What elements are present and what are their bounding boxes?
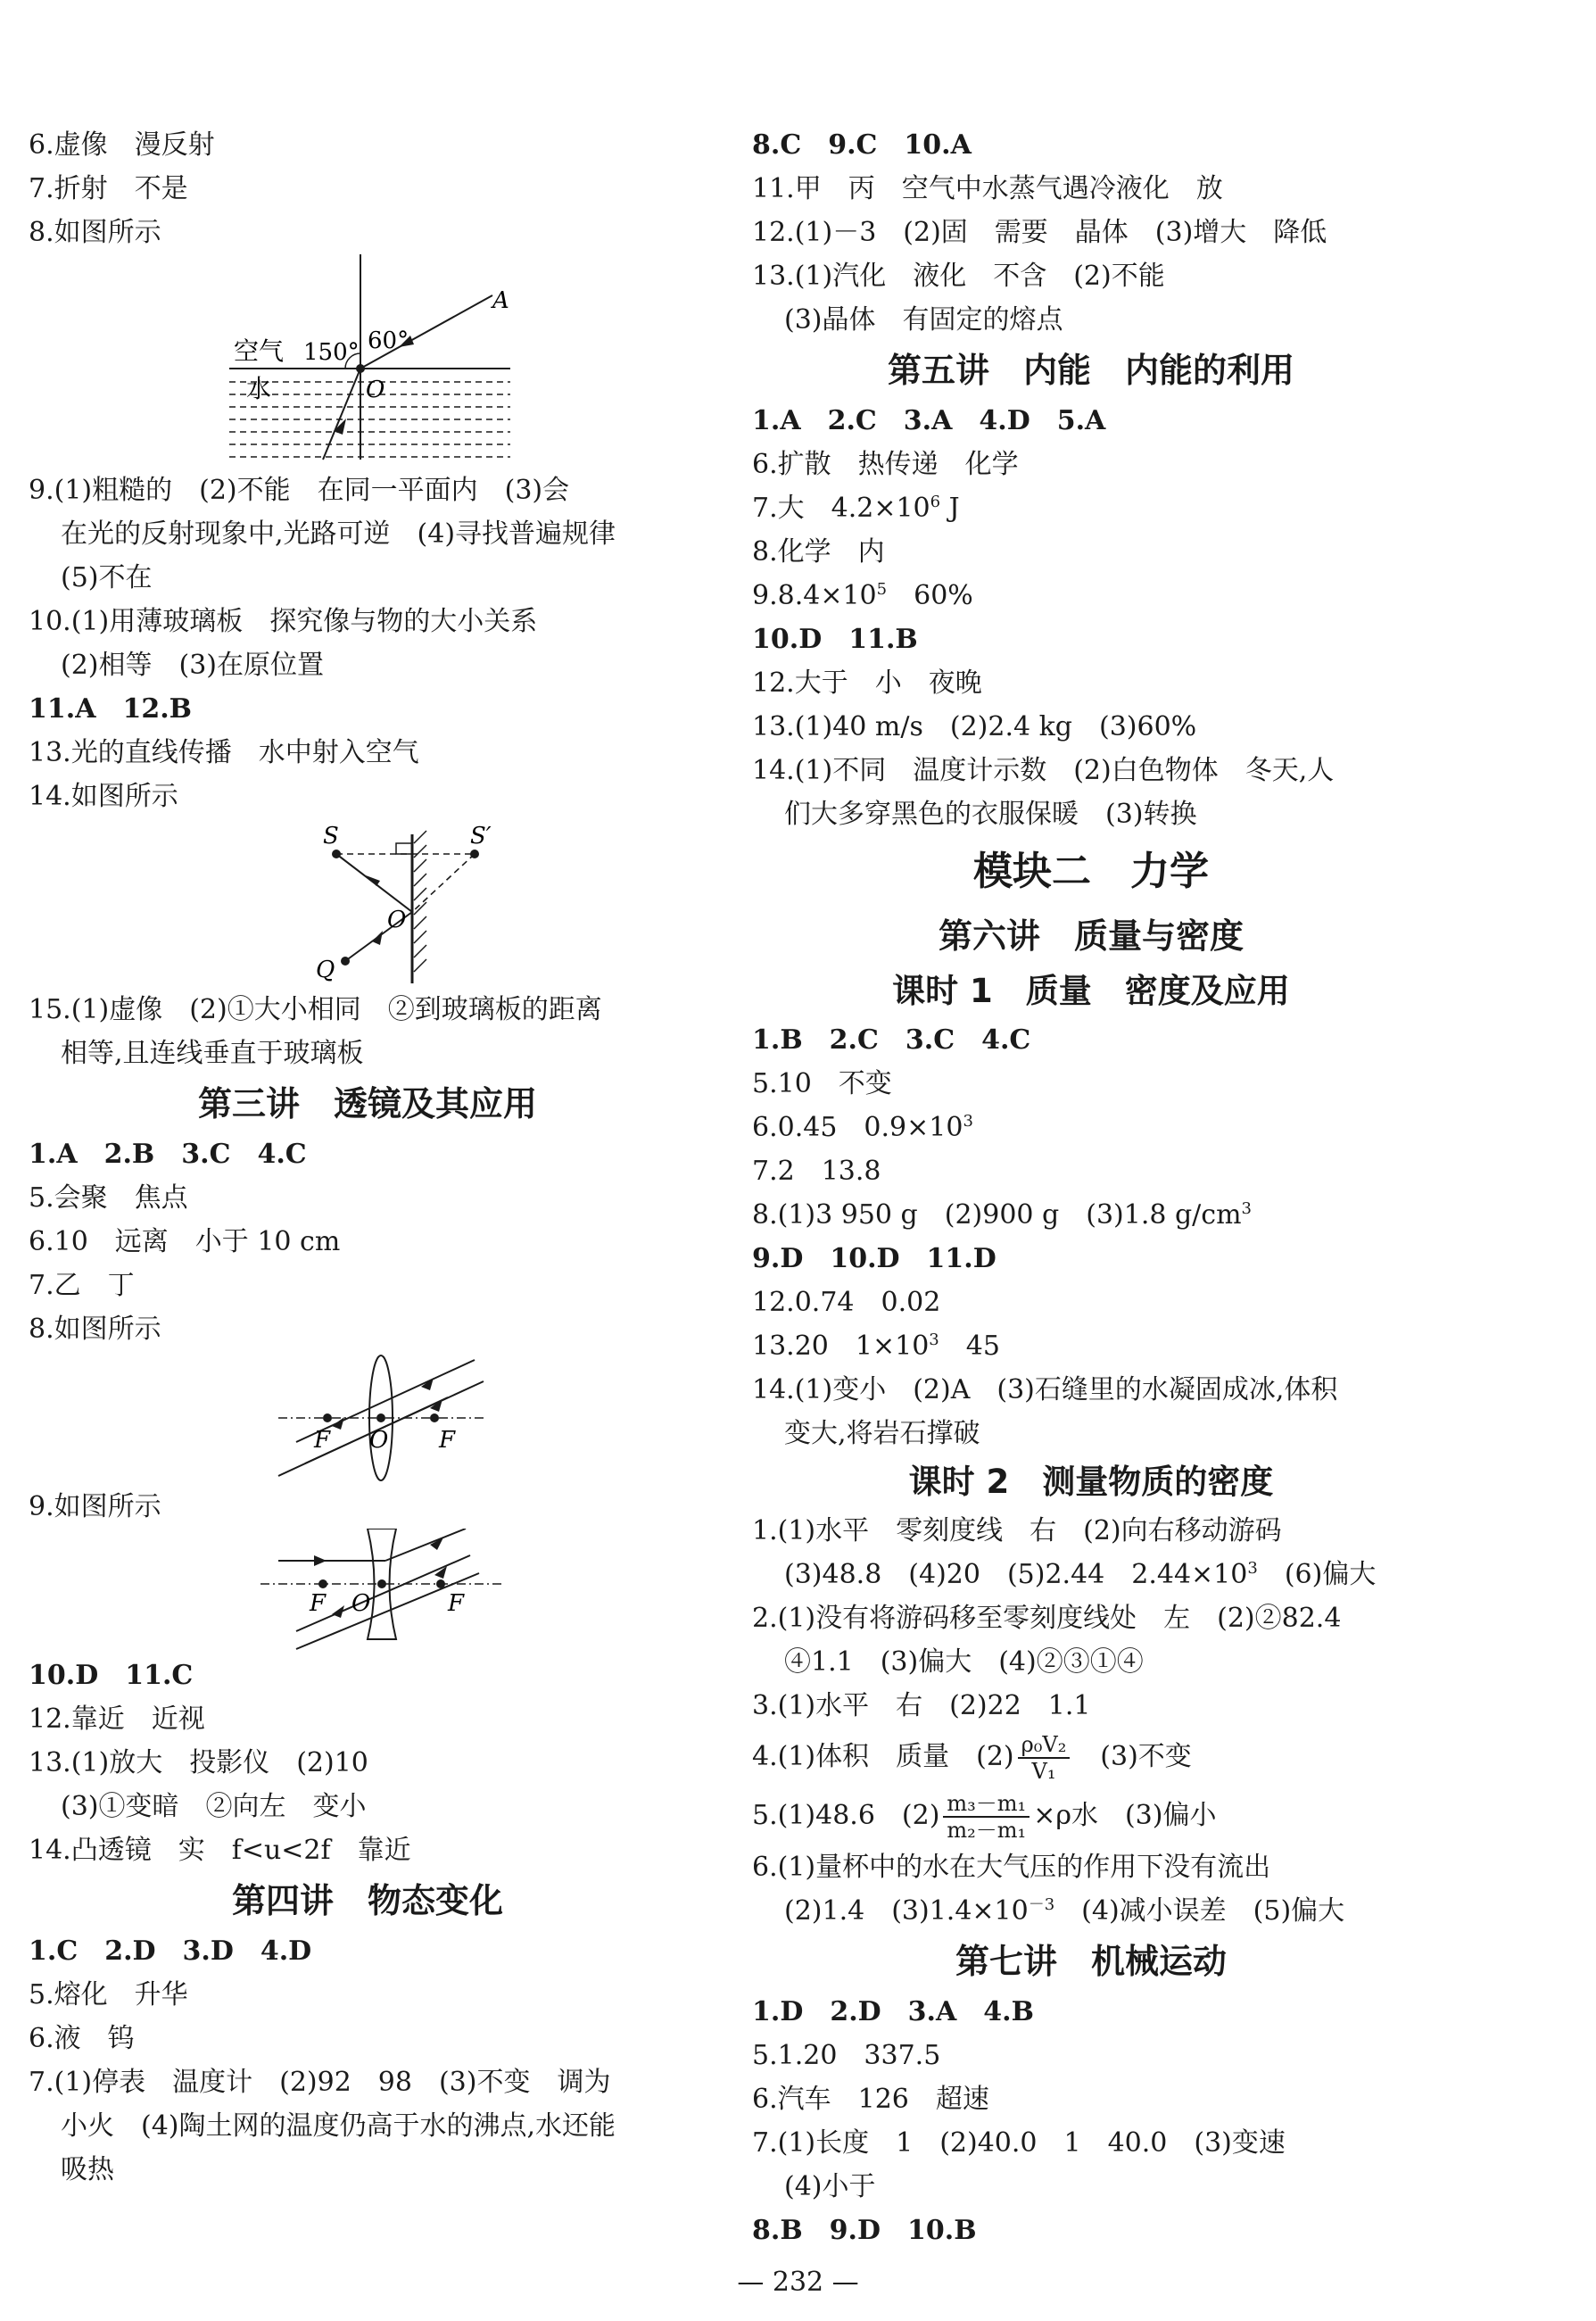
answer-line: 13.(1)放大 投影仪 (2)10 bbox=[29, 1747, 368, 1778]
section-heading: 第四讲 物态变化 bbox=[231, 1881, 503, 1920]
answer-line: 7.(1)停表 温度计 (2)92 98 (3)不变 调为 bbox=[29, 2067, 611, 2098]
answer-line: 小火 (4)陶土网的温度仍高于水的沸点,水还能 bbox=[61, 2110, 616, 2142]
answer-line: 13.(1)汽化 液化 不含 (2)不能 bbox=[752, 261, 1165, 292]
answer-line: 12.靠近 近视 bbox=[29, 1703, 205, 1735]
answer-line: 7.(1)长度 1 (2)40.0 1 40.0 (3)变速 bbox=[752, 2127, 1286, 2159]
point-label: F bbox=[314, 1427, 331, 1454]
answer-line: (2)1.4 $(3)1.4\times 10^{-3}$ (4)减小误差 (5)偏大 bbox=[784, 1895, 1345, 1927]
answer-line: 11.A 12.B bbox=[29, 693, 193, 725]
answer-line: 1.A 2.B 3.C 4.C bbox=[29, 1139, 307, 1170]
answer-line: 6.虚像 漫反射 bbox=[29, 129, 215, 161]
answer-line: 8.B 9.D 10.B bbox=[752, 2215, 977, 2246]
answer-line: 们大多穿黑色的衣服保暖 (3)转换 bbox=[784, 799, 1197, 830]
air-label: 空气 bbox=[234, 336, 285, 366]
answer-line: 5.会聚 焦点 bbox=[29, 1182, 188, 1214]
answer-line: 12.(1)－3 (2)固 需要 晶体 (3)增大 降低 bbox=[752, 217, 1327, 248]
answer-line: 7.折射 不是 bbox=[29, 173, 188, 204]
answer-line: 1.C 2.D 3.D 4.D bbox=[29, 1936, 312, 1967]
answer-line: 1.D 2.D 3.A 4.B bbox=[752, 1996, 1034, 2027]
answer-line: (4)小于 bbox=[784, 2171, 876, 2202]
answer-line: 7.乙 丁 bbox=[29, 1270, 135, 1301]
point-label: F bbox=[448, 1590, 465, 1617]
point-label: O bbox=[351, 1590, 371, 1617]
answer-line: 9.如图所示 bbox=[29, 1491, 161, 1522]
answer-line: 5.10 不变 bbox=[752, 1068, 892, 1099]
answer-line: 5.1.20 337.5 bbox=[752, 2040, 941, 2071]
answer-line: (5)不在 bbox=[61, 562, 153, 593]
answer-line: 6.扩散 热传递 化学 bbox=[752, 449, 1019, 480]
answer-line: 14.凸透镜 实 f<u<2f 靠近 bbox=[29, 1835, 411, 1866]
answer-line: 5.熔化 升华 bbox=[29, 1979, 188, 2010]
lesson-heading: 课时 1 质量 密度及应用 bbox=[892, 972, 1290, 1010]
answer-line: $9.8.4\times 10^5$ 60% bbox=[752, 580, 973, 611]
answer-line: 8.化学 内 bbox=[752, 536, 885, 568]
answer-line: 在光的反射现象中,光路可逆 (4)寻找普遍规律 bbox=[61, 518, 616, 550]
answer-line: 8.(1)3 950 g (2)900 g (3)1.8 $g/cm^3$ bbox=[752, 1199, 1252, 1231]
answer-line: 1.A 2.C 3.A 4.D 5.A bbox=[752, 405, 1106, 436]
answer-line: 14.(1)变小 (2)A (3)石缝里的水凝固成冰,体积 bbox=[752, 1374, 1338, 1405]
answer-line: 1.(1)水平 零刻度线 右 (2)向右移动游码 bbox=[752, 1515, 1282, 1546]
answer-line: 6.汽车 126 超速 bbox=[752, 2084, 989, 2115]
answer-line: (3)48.8 (4)20 (5)2.44 $2.44\times 10^3$ (6)偏大 bbox=[784, 1559, 1377, 1590]
refraction-diagram bbox=[29, 254, 707, 468]
answer-line: 8.如图所示 bbox=[29, 217, 161, 248]
answer-line: 5.(1)48.6 (2) $\frac{\text{m₃－m₁}}{\text{m₂－m₁}}$ ×ρ水 (3)偏小 bbox=[752, 1791, 1217, 1843]
answer-line: (3)晶体 有固定的熔点 bbox=[784, 304, 1063, 336]
answer-line: 9.(1)粗糙的 (2)不能 在同一平面内 (3)会 bbox=[29, 475, 570, 506]
water-label: 水 bbox=[246, 374, 272, 403]
right-column bbox=[752, 123, 1430, 2252]
answer-line: 6.液 钨 bbox=[29, 2023, 135, 2054]
answer-line: 13.(1)40 m/s (2)2.4 kg (3)60% bbox=[752, 711, 1197, 742]
answer-line: 12.0.74 0.02 bbox=[752, 1287, 941, 1318]
point-label: F bbox=[310, 1590, 327, 1617]
point-label: A bbox=[492, 287, 509, 314]
answer-line: 6.(1)量杯中的水在大气压的作用下没有流出 bbox=[752, 1852, 1271, 1883]
point-label: O bbox=[387, 907, 407, 933]
fraction: $\frac{\text{ρ₀V₂}}{\text{V₁}}$ bbox=[1018, 1732, 1071, 1784]
answer-line: 10.D 11.B bbox=[752, 624, 918, 655]
point-label: Q bbox=[316, 957, 335, 983]
answer-line: 1.B 2.C 3.C 4.C bbox=[752, 1024, 1031, 1056]
answer-line: 变大,将岩石撑破 bbox=[784, 1418, 980, 1449]
section-heading: 第六讲 质量与密度 bbox=[938, 916, 1244, 956]
answer-line: 吸热 bbox=[61, 2154, 114, 2185]
answer-line: 15.(1)虚像 (2)①大小相同 ②到玻璃板的距离 bbox=[29, 994, 602, 1025]
point-label: O bbox=[366, 377, 385, 403]
section-heading: 第五讲 内能 内能的利用 bbox=[887, 351, 1294, 390]
mirror-diagram bbox=[29, 818, 707, 988]
answer-line: 7.2 13.8 bbox=[752, 1156, 881, 1187]
section-heading: 第七讲 机械运动 bbox=[955, 1942, 1227, 1981]
answer-line: 14.(1)不同 温度计示数 (2)白色物体 冬天,人 bbox=[752, 755, 1335, 786]
lesson-heading: 课时 2 测量物质的密度 bbox=[908, 1463, 1274, 1501]
convex-lens-diagram bbox=[29, 1351, 707, 1485]
answer-line: 14.如图所示 bbox=[29, 781, 178, 812]
page-number: — 232 — bbox=[737, 2267, 859, 2298]
answer-line: 6.0.45 $0.9\times 10^3$ bbox=[752, 1112, 973, 1143]
answer-line: 13.光的直线传播 水中射入空气 bbox=[29, 737, 419, 768]
module-heading: 模块二 力学 bbox=[973, 849, 1209, 894]
answer-line: 8.C 9.C 10.A bbox=[752, 129, 972, 161]
answer-line: 3.(1)水平 右 (2)22 1.1 bbox=[752, 1690, 1091, 1721]
angle-label: 150° bbox=[303, 339, 360, 366]
point-label: F bbox=[439, 1427, 456, 1454]
answer-line: 11.甲 丙 空气中水蒸气遇冷液化 放 bbox=[752, 173, 1223, 204]
answer-line: 9.D 10.D 11.D bbox=[752, 1243, 996, 1274]
answer-line: 2.(1)没有将游码移至零刻度线处 左 (2)②82.4 bbox=[752, 1603, 1342, 1634]
answer-line: (2)相等 (3)在原位置 bbox=[61, 650, 324, 681]
answer-line: 12.大于 小 夜晚 bbox=[752, 667, 982, 699]
answer-line: 10.(1)用薄玻璃板 探究像与物的大小关系 bbox=[29, 606, 538, 637]
answer-line: 6.10 远离 小于 10 cm bbox=[29, 1226, 341, 1257]
point-label: O bbox=[369, 1427, 389, 1454]
answer-line: 13.20 $1\times 10^3$ 45 bbox=[752, 1330, 1000, 1362]
answer-line: 相等,且连线垂直于玻璃板 bbox=[61, 1038, 364, 1069]
fraction: $\frac{\text{m₃－m₁}}{\text{m₂－m₁}}$ bbox=[943, 1791, 1030, 1843]
answer-line: 8.如图所示 bbox=[29, 1314, 161, 1345]
answer-line: 4.(1)体积 质量 (2) $\frac{\text{ρ₀V₂}}{\text{V₁}}$ (3)不变 bbox=[752, 1732, 1192, 1784]
answer-line: (3)①变暗 ②向左 变小 bbox=[61, 1791, 367, 1822]
section-heading: 第三讲 透镜及其应用 bbox=[197, 1084, 537, 1123]
left-column bbox=[29, 123, 707, 2192]
concave-lens-diagram bbox=[29, 1529, 707, 1654]
angle-label: 60° bbox=[368, 327, 409, 354]
answer-line: 10.D 11.C bbox=[29, 1660, 194, 1691]
point-label: S bbox=[323, 823, 339, 850]
point-label: S′ bbox=[470, 823, 492, 850]
answer-line: 7.大 $4.2\times 10^6$ J bbox=[752, 493, 960, 524]
answer-line: ④1.1 (3)偏大 (4)②③①④ bbox=[784, 1646, 1144, 1678]
